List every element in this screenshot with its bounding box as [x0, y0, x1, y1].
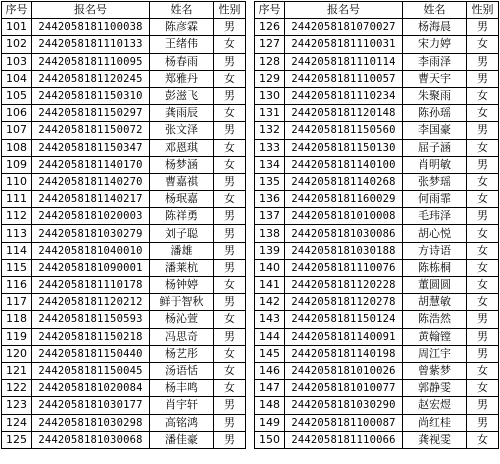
cell-name: 陈栋桐	[403, 259, 467, 276]
cell-gender: 男	[214, 87, 246, 104]
table-row	[255, 259, 499, 276]
cell-gender: 男	[214, 173, 246, 190]
cell-name: 王绪伟	[150, 36, 214, 53]
cell-gender: 男	[214, 242, 246, 259]
roster-table-left	[1, 1, 246, 449]
cell-name: 杨珉嘉	[150, 191, 214, 208]
cell-gender: 男	[467, 414, 499, 431]
cell-name: 胡慧敏	[403, 294, 467, 311]
cell-name: 胡心悦	[403, 225, 467, 242]
header-name: 姓名	[150, 2, 214, 19]
table-row	[255, 19, 499, 36]
cell-seq: 115	[2, 259, 32, 276]
cell-id: 2442058181030279	[32, 225, 150, 242]
cell-name: 陈浩然	[403, 311, 467, 328]
table-row	[255, 294, 499, 311]
cell-seq: 134	[255, 156, 285, 173]
cell-seq: 135	[255, 173, 285, 190]
cell-seq: 106	[2, 105, 32, 122]
cell-gender: 女	[467, 242, 499, 259]
cell-gender: 女	[467, 362, 499, 379]
cell-name: 赵宏煜	[403, 397, 467, 414]
cell-gender: 男	[467, 122, 499, 139]
cell-gender: 男	[467, 70, 499, 87]
table-row	[2, 139, 246, 156]
cell-name: 杨沁萱	[150, 311, 214, 328]
table-row	[255, 380, 499, 397]
cell-id: 2442058181110114	[285, 53, 403, 70]
cell-id: 2442058181030177	[32, 397, 150, 414]
cell-id: 2442058181110076	[285, 259, 403, 276]
cell-name: 曾紫梦	[403, 362, 467, 379]
cell-name: 陈祥勇	[150, 208, 214, 225]
cell-id: 2442058181120245	[32, 70, 150, 87]
cell-gender: 男	[214, 294, 246, 311]
table-row	[255, 122, 499, 139]
cell-name: 杨梦涵	[150, 156, 214, 173]
table-row	[255, 191, 499, 208]
table-row	[2, 294, 246, 311]
cell-id: 2442058181010026	[285, 362, 403, 379]
cell-id: 2442058181110095	[32, 53, 150, 70]
cell-gender: 男	[214, 19, 246, 36]
cell-seq: 118	[2, 311, 32, 328]
table-row	[2, 362, 246, 379]
cell-name: 杨艺彤	[150, 345, 214, 362]
cell-id: 2442058181010077	[285, 380, 403, 397]
header-gender: 性别	[467, 2, 499, 19]
cell-seq: 137	[255, 208, 285, 225]
table-row	[2, 208, 246, 225]
cell-name: 曹天宇	[403, 70, 467, 87]
cell-id: 2442058181070027	[285, 19, 403, 36]
table-row	[255, 362, 499, 379]
cell-name: 张梦瑶	[403, 173, 467, 190]
table-row	[255, 397, 499, 414]
cell-id: 2442058181090001	[32, 259, 150, 276]
cell-name: 郭静雯	[403, 380, 467, 397]
cell-gender: 男	[467, 345, 499, 362]
table-row	[255, 431, 499, 448]
cell-name: 冯思奇	[150, 328, 214, 345]
cell-gender: 女	[467, 277, 499, 294]
cell-gender: 女	[214, 139, 246, 156]
cell-id: 2442058181140217	[32, 191, 150, 208]
table-row	[2, 19, 246, 36]
cell-name: 张文泽	[150, 122, 214, 139]
table-row	[255, 277, 499, 294]
cell-gender: 女	[214, 105, 246, 122]
cell-gender: 男	[467, 311, 499, 328]
cell-gender: 男	[214, 259, 246, 276]
cell-seq: 121	[2, 362, 32, 379]
cell-id: 2442058181020084	[32, 380, 150, 397]
cell-id: 2442058181150310	[32, 87, 150, 104]
cell-seq: 111	[2, 191, 32, 208]
table-row	[2, 191, 246, 208]
cell-id: 2442058181020003	[32, 208, 150, 225]
cell-gender: 男	[467, 328, 499, 345]
cell-seq: 140	[255, 259, 285, 276]
table-row	[2, 414, 246, 431]
cell-gender: 男	[467, 53, 499, 70]
cell-name: 郑雅丹	[150, 70, 214, 87]
cell-seq: 122	[2, 380, 32, 397]
cell-id: 2442058181030298	[32, 414, 150, 431]
cell-seq: 104	[2, 70, 32, 87]
cell-id: 2442058181150440	[32, 345, 150, 362]
header-id: 报名号	[285, 2, 403, 19]
cell-gender: 男	[214, 53, 246, 70]
cell-gender: 女	[214, 277, 246, 294]
cell-seq: 142	[255, 294, 285, 311]
cell-seq: 132	[255, 122, 285, 139]
cell-seq: 101	[2, 19, 32, 36]
cell-name: 杨春雨	[150, 53, 214, 70]
cell-name: 高铭鸿	[150, 414, 214, 431]
cell-name: 杨钟婷	[150, 277, 214, 294]
cell-id: 2442058181150593	[32, 311, 150, 328]
cell-id: 2442058181040010	[32, 242, 150, 259]
table-row	[2, 259, 246, 276]
cell-seq: 113	[2, 225, 32, 242]
cell-id: 2442058181110057	[285, 70, 403, 87]
table-row	[2, 70, 246, 87]
cell-id: 2442058181100038	[32, 19, 150, 36]
cell-seq: 145	[255, 345, 285, 362]
cell-seq: 148	[255, 397, 285, 414]
table-row	[2, 36, 246, 53]
cell-seq: 131	[255, 105, 285, 122]
cell-gender: 男	[467, 156, 499, 173]
table-row	[2, 173, 246, 190]
cell-name: 李国豪	[403, 122, 467, 139]
cell-name: 李雨泽	[403, 53, 467, 70]
cell-gender: 女	[467, 36, 499, 53]
cell-gender: 女	[467, 225, 499, 242]
cell-name: 鲜于智秋	[150, 294, 214, 311]
cell-id: 2442058181120148	[285, 105, 403, 122]
cell-name: 黄翰镗	[403, 328, 467, 345]
table-row	[2, 156, 246, 173]
cell-id: 2442058181150124	[285, 311, 403, 328]
cell-id: 2442058181140270	[32, 173, 150, 190]
cell-name: 周江宇	[403, 345, 467, 362]
cell-id: 2442058181140100	[285, 156, 403, 173]
cell-id: 2442058181030290	[285, 397, 403, 414]
table-row	[255, 208, 499, 225]
cell-name: 龚视雯	[403, 431, 467, 448]
header-name: 姓名	[403, 2, 467, 19]
cell-seq: 147	[255, 380, 285, 397]
cell-name: 陈孙瑶	[403, 105, 467, 122]
cell-seq: 119	[2, 328, 32, 345]
cell-gender: 男	[214, 208, 246, 225]
cell-seq: 109	[2, 156, 32, 173]
table-row	[2, 105, 246, 122]
header-seq: 序号	[255, 2, 285, 19]
cell-seq: 150	[255, 431, 285, 448]
cell-id: 2442058181010008	[285, 208, 403, 225]
cell-id: 2442058181110178	[32, 277, 150, 294]
cell-gender: 男	[214, 328, 246, 345]
cell-name: 潘雄	[150, 242, 214, 259]
cell-seq: 105	[2, 87, 32, 104]
cell-name: 杨丰鸣	[150, 380, 214, 397]
cell-seq: 138	[255, 225, 285, 242]
cell-name: 邓恩琪	[150, 139, 214, 156]
cell-seq: 146	[255, 362, 285, 379]
cell-id: 2442058181140268	[285, 173, 403, 190]
table-row	[255, 225, 499, 242]
cell-gender: 女	[467, 380, 499, 397]
cell-name: 屈子涵	[403, 139, 467, 156]
cell-name: 汤语恬	[150, 362, 214, 379]
cell-seq: 149	[255, 414, 285, 431]
cell-gender: 女	[214, 380, 246, 397]
header-seq: 序号	[2, 2, 32, 19]
cell-gender: 男	[467, 397, 499, 414]
cell-id: 2442058181120278	[285, 294, 403, 311]
table-row	[2, 397, 246, 414]
cell-gender: 女	[214, 362, 246, 379]
cell-seq: 127	[255, 36, 285, 53]
cell-id: 2442058181150218	[32, 328, 150, 345]
cell-id: 2442058181150347	[32, 139, 150, 156]
cell-name: 朱聚雨	[403, 87, 467, 104]
table-row	[2, 380, 246, 397]
cell-gender: 女	[467, 105, 499, 122]
cell-id: 2442058181160029	[285, 191, 403, 208]
cell-gender: 女	[467, 191, 499, 208]
table-row	[255, 87, 499, 104]
cell-name: 毛玮泽	[403, 208, 467, 225]
cell-seq: 112	[2, 208, 32, 225]
cell-id: 2442058181110031	[285, 36, 403, 53]
cell-gender: 女	[467, 259, 499, 276]
cell-seq: 123	[2, 397, 32, 414]
cell-seq: 133	[255, 139, 285, 156]
table-row	[255, 173, 499, 190]
cell-name: 陈彦霖	[150, 19, 214, 36]
roster-table-right	[254, 1, 499, 449]
cell-gender: 女	[467, 139, 499, 156]
table-row	[2, 311, 246, 328]
cell-name: 尚红桂	[403, 414, 467, 431]
cell-gender: 男	[214, 397, 246, 414]
cell-seq: 144	[255, 328, 285, 345]
cell-seq: 130	[255, 87, 285, 104]
cell-seq: 102	[2, 36, 32, 53]
cell-gender: 女	[214, 311, 246, 328]
cell-gender: 女	[214, 345, 246, 362]
cell-id: 2442058181110066	[285, 431, 403, 448]
table-row	[255, 311, 499, 328]
table-row	[255, 139, 499, 156]
cell-seq: 141	[255, 277, 285, 294]
table-row	[2, 122, 246, 139]
cell-id: 2442058181150045	[32, 362, 150, 379]
cell-gender: 男	[214, 225, 246, 242]
cell-seq: 103	[2, 53, 32, 70]
cell-name: 曹嘉祺	[150, 173, 214, 190]
cell-gender: 男	[467, 208, 499, 225]
cell-gender: 女	[214, 70, 246, 87]
cell-id: 2442058181140170	[32, 156, 150, 173]
cell-id: 2442058181110133	[32, 36, 150, 53]
cell-id: 2442058181150130	[285, 139, 403, 156]
table-row	[255, 36, 499, 53]
cell-gender: 男	[214, 122, 246, 139]
cell-id: 2442058181100087	[285, 414, 403, 431]
cell-seq: 114	[2, 242, 32, 259]
cell-seq: 136	[255, 191, 285, 208]
cell-name: 潘佳豪	[150, 431, 214, 448]
cell-name: 杨海晨	[403, 19, 467, 36]
table-row	[2, 225, 246, 242]
cell-gender: 女	[467, 173, 499, 190]
header-gender: 性别	[214, 2, 246, 19]
header-row	[2, 2, 246, 19]
cell-id: 2442058181140198	[285, 345, 403, 362]
table-row	[255, 345, 499, 362]
cell-gender: 女	[467, 87, 499, 104]
cell-seq: 108	[2, 139, 32, 156]
table-row	[2, 328, 246, 345]
cell-gender: 女	[214, 156, 246, 173]
cell-seq: 129	[255, 70, 285, 87]
table-row	[2, 242, 246, 259]
cell-seq: 117	[2, 294, 32, 311]
table-row	[255, 328, 499, 345]
cell-gender: 女	[467, 294, 499, 311]
cell-id: 2442058181030188	[285, 242, 403, 259]
cell-seq: 107	[2, 122, 32, 139]
cell-seq: 143	[255, 311, 285, 328]
cell-name: 潘莱杭	[150, 259, 214, 276]
cell-seq: 110	[2, 173, 32, 190]
cell-seq: 124	[2, 414, 32, 431]
cell-id: 2442058181120228	[285, 277, 403, 294]
cell-gender: 男	[214, 431, 246, 448]
cell-name: 龚雨辰	[150, 105, 214, 122]
table-row	[2, 431, 246, 448]
table-row	[255, 414, 499, 431]
cell-name: 宋力婷	[403, 36, 467, 53]
cell-name: 肖明敏	[403, 156, 467, 173]
cell-name: 董圆圆	[403, 277, 467, 294]
cell-id: 2442058181120212	[32, 294, 150, 311]
header-id: 报名号	[32, 2, 150, 19]
cell-seq: 120	[2, 345, 32, 362]
table-row	[255, 53, 499, 70]
cell-id: 2442058181150560	[285, 122, 403, 139]
cell-gender: 男	[467, 19, 499, 36]
table-row	[255, 105, 499, 122]
cell-seq: 128	[255, 53, 285, 70]
roster-body-right	[255, 19, 499, 449]
cell-gender: 女	[214, 36, 246, 53]
cell-name: 彭滋飞	[150, 87, 214, 104]
cell-id: 2442058181140091	[285, 328, 403, 345]
cell-name: 方诗语	[403, 242, 467, 259]
cell-gender: 女	[467, 431, 499, 448]
cell-name: 肖宇轩	[150, 397, 214, 414]
table-row	[2, 87, 246, 104]
table-row	[255, 70, 499, 87]
table-row	[255, 156, 499, 173]
cell-id: 2442058181150297	[32, 105, 150, 122]
cell-seq: 116	[2, 277, 32, 294]
cell-id: 2442058181030068	[32, 431, 150, 448]
cell-gender: 男	[214, 414, 246, 431]
table-row	[255, 242, 499, 259]
cell-seq: 139	[255, 242, 285, 259]
cell-seq: 126	[255, 19, 285, 36]
cell-name: 刘子聪	[150, 225, 214, 242]
roster-body-left	[2, 19, 246, 449]
cell-id: 2442058181150072	[32, 122, 150, 139]
cell-gender: 女	[214, 191, 246, 208]
table-row	[2, 53, 246, 70]
cell-seq: 125	[2, 431, 32, 448]
table-row	[2, 345, 246, 362]
header-row	[255, 2, 499, 19]
cell-name: 何雨霏	[403, 191, 467, 208]
table-row	[2, 277, 246, 294]
cell-id: 2442058181110234	[285, 87, 403, 104]
cell-id: 2442058181030086	[285, 225, 403, 242]
